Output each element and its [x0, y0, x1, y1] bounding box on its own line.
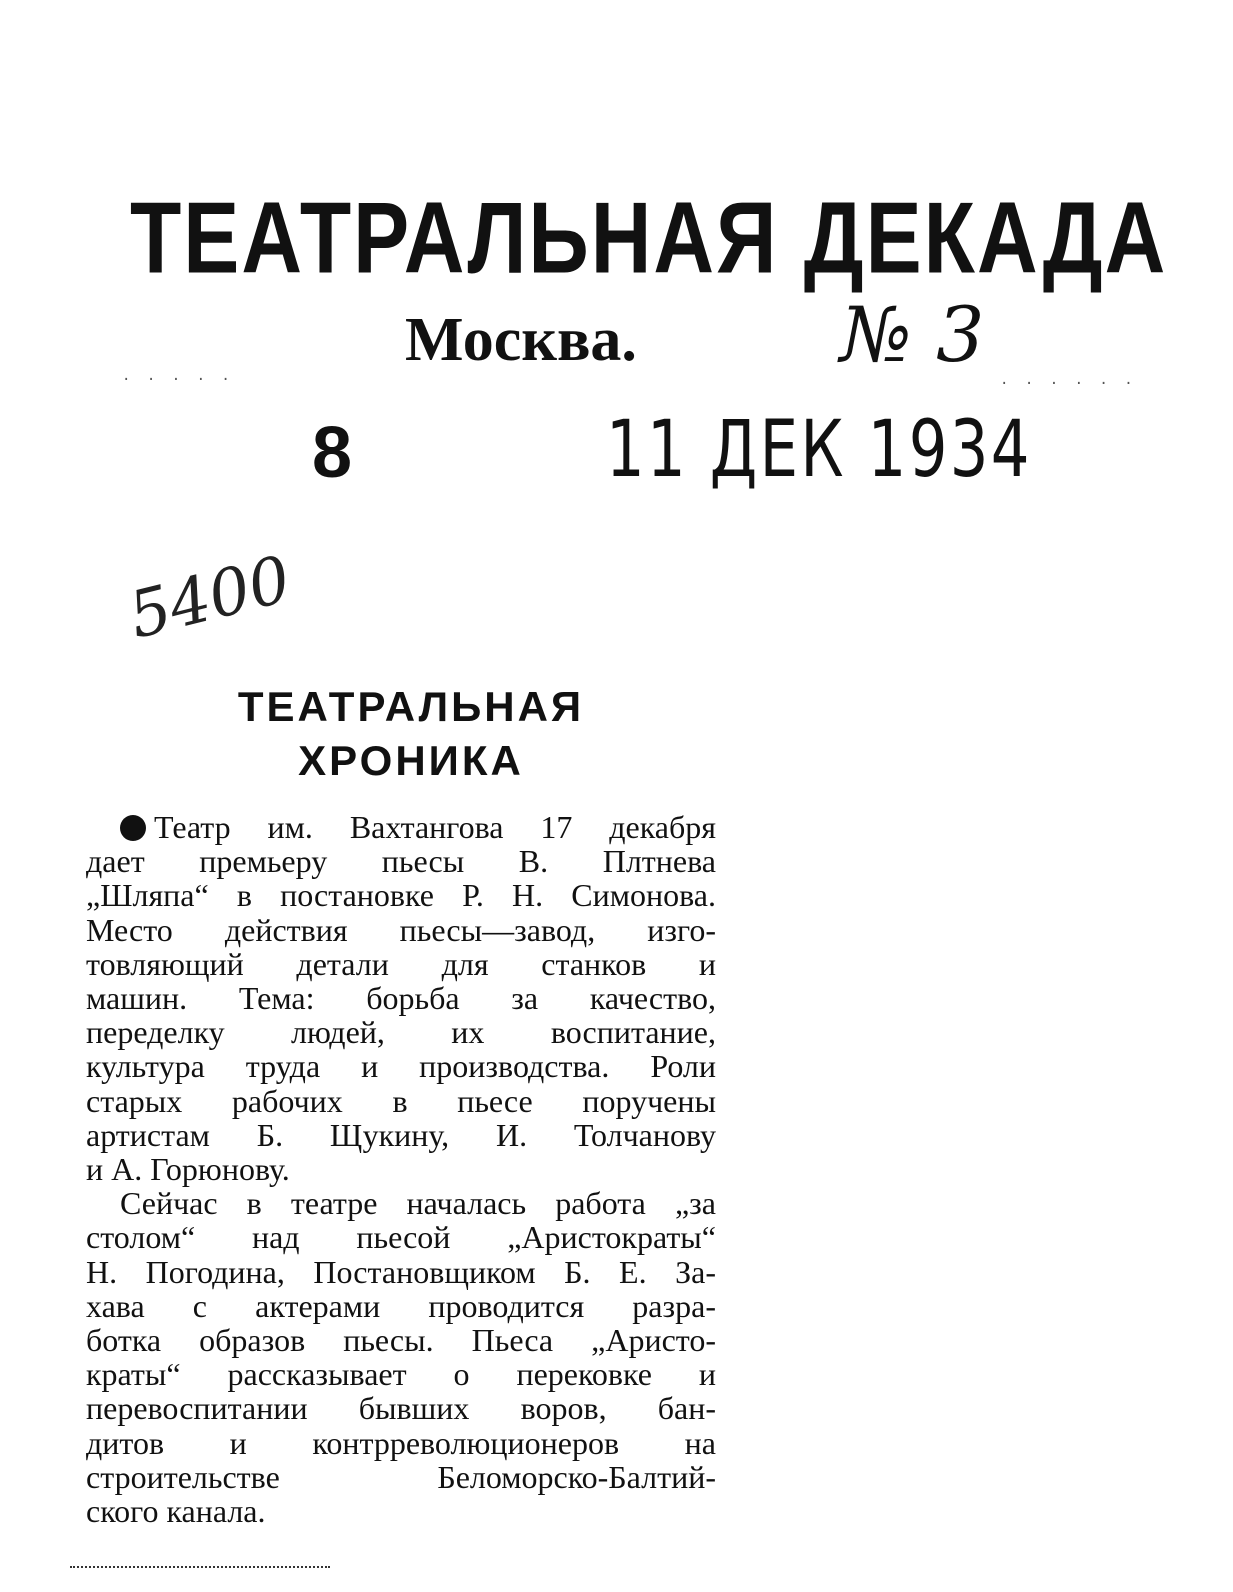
article-line-text: переделку людей, их воспитание, — [86, 1014, 716, 1051]
article-line-text: „Шляпа“ в постановке Р. Н. Симонова. — [86, 877, 716, 914]
article-line — [86, 1494, 716, 1528]
decorative-dots-left: · · · · · — [122, 372, 234, 388]
stamp-city: Москва. — [405, 306, 637, 374]
bullet-icon — [120, 815, 146, 841]
article-title-line-1: ТЕАТРАЛЬНАЯ — [237, 683, 585, 730]
decorative-dots-right: · · · · · · — [1000, 376, 1137, 392]
paragraph-1 — [86, 810, 716, 1186]
article-line-text: Место действия пьесы—завод, изго- — [86, 911, 716, 948]
article-line — [86, 1426, 716, 1460]
article-line — [86, 1118, 716, 1152]
closing-underline — [70, 1566, 330, 1568]
article-line-text: дает премьеру пьесы В. Плтнева — [86, 843, 716, 880]
article-line-text: ботка образов пьесы. Пьеса „Аристо- — [86, 1322, 716, 1359]
stamp-header-title: ТЕАТРАЛЬНАЯ ДЕКАДА — [130, 181, 1168, 294]
article-line — [86, 1152, 716, 1186]
article-line-text: и А. Горюнову. — [86, 1151, 290, 1188]
article-body — [86, 810, 716, 1528]
article-line — [86, 1015, 716, 1049]
article-line-text: Сейчас в театре началась работа „за — [120, 1185, 716, 1222]
issue-number: 8 — [312, 413, 353, 493]
article-line — [86, 947, 716, 981]
handwritten-issue-mark: № 3 — [840, 290, 985, 379]
article-line — [86, 1084, 716, 1118]
article — [86, 680, 716, 1528]
article-line-text: старых рабочих в пьесе поручены — [86, 1082, 716, 1119]
article-line — [86, 878, 716, 912]
paragraph-2 — [86, 1186, 716, 1528]
pencil-note: 5400 — [122, 542, 298, 654]
date-stamp: 11 ДЕК 1934 — [606, 405, 1032, 495]
article-line — [86, 810, 716, 844]
article-line — [86, 1357, 716, 1391]
article-line — [86, 1220, 716, 1254]
article-line-text: ского канала. — [86, 1493, 266, 1530]
article-line-text: культура труда и производства. Роли — [86, 1048, 716, 1085]
article-line — [86, 913, 716, 947]
article-line-text: артистам Б. Щукину, И. Толчанову — [86, 1116, 716, 1153]
article-line-text: дитов и контрреволюционеров на — [86, 1424, 716, 1461]
article-line-text: перевоспитании бывших воров, бан- — [86, 1390, 716, 1427]
article-line — [86, 844, 716, 878]
article-line-text: хава с актерами проводится разра- — [86, 1287, 716, 1324]
article-line — [86, 1049, 716, 1083]
article-line — [86, 1255, 716, 1289]
article-line — [86, 1323, 716, 1357]
article-line — [86, 1460, 716, 1494]
article-title — [106, 680, 716, 788]
article-line-text: машин. Тема: борьба за качество, — [86, 980, 716, 1017]
article-line — [86, 1289, 716, 1323]
article-line-text: Н. Погодина, Постановщиком Б. Е. За- — [86, 1253, 716, 1290]
article-line — [86, 1391, 716, 1425]
article-line-text: строительстве Беломорско-Балтий- — [86, 1458, 716, 1495]
article-line-text: товляющий детали для станков и — [86, 945, 716, 982]
article-line — [86, 981, 716, 1015]
article-title-line-2: ХРОНИКА — [298, 737, 524, 784]
article-line-text: столом“ над пьесой „Аристократы“ — [86, 1219, 716, 1256]
article-line-text: Театр им. Вахтангова 17 декабря — [154, 809, 716, 845]
article-line — [86, 1186, 716, 1220]
article-line-text: краты“ рассказывает о перековке и — [86, 1356, 716, 1393]
